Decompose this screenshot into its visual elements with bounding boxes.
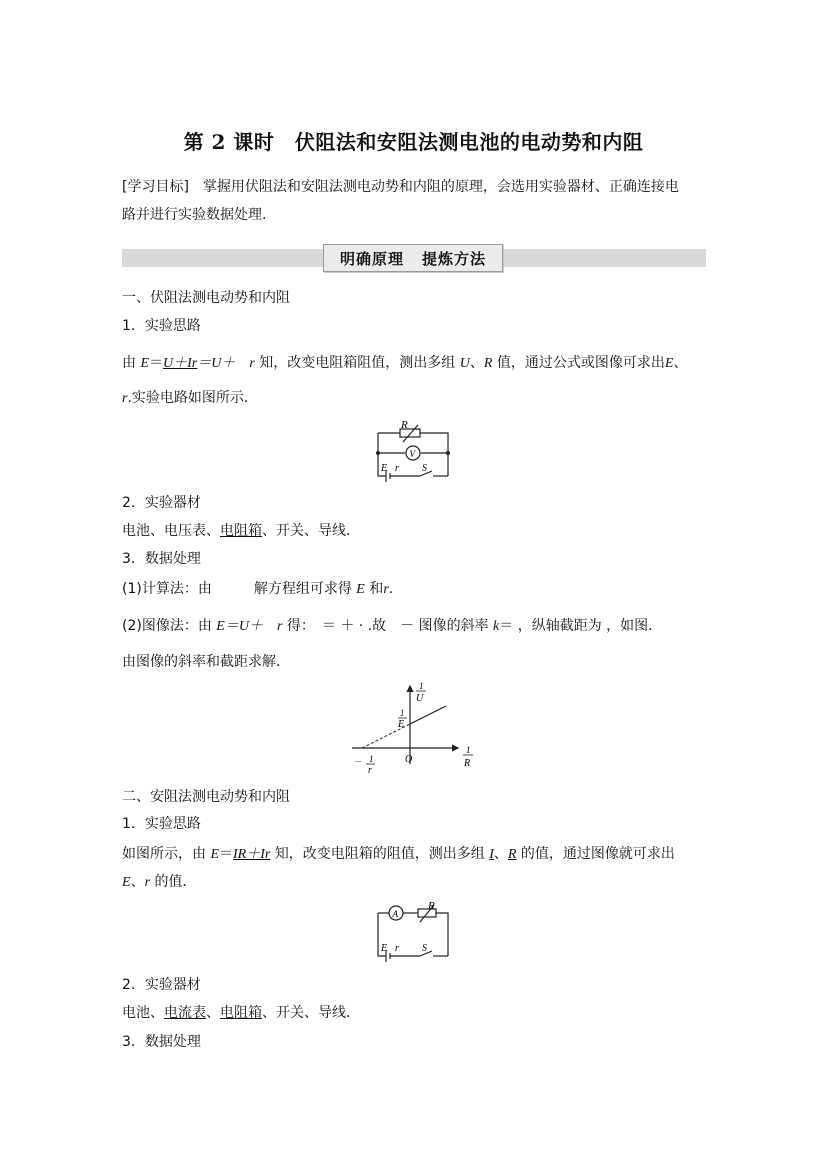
- label-E: E: [381, 463, 388, 474]
- y-label-num: 1: [419, 681, 424, 691]
- circuit-diagram-ammeter: [370, 900, 456, 964]
- var-r: r: [249, 356, 255, 371]
- section1-sub2-title: 2．实验器材: [122, 495, 201, 511]
- text: .: [388, 581, 394, 597]
- banner-left: 明确原理: [339, 249, 404, 268]
- text: 、: [206, 1005, 220, 1021]
- origin-label: O: [405, 754, 413, 765]
- section1-sub1-title: 1．实验思路: [122, 318, 201, 334]
- var-E: E: [216, 619, 225, 634]
- label-V: V: [409, 449, 415, 459]
- text: ＝ ，纵轴截距为 ，如图．: [499, 618, 663, 634]
- var-E: E: [664, 356, 674, 371]
- var-R: R: [507, 847, 517, 862]
- text: (2)图像法：由: [122, 618, 217, 634]
- learning-objective-line1: [122, 173, 679, 201]
- data-line: [410, 706, 446, 724]
- section2-sub2-title: 2．实验器材: [122, 977, 201, 993]
- section1-sub3-title: 3．数据处理: [122, 551, 201, 567]
- x-label-den: R: [464, 758, 471, 769]
- text: 、开关、导线．: [262, 1005, 360, 1021]
- var-r: r: [383, 582, 389, 597]
- neg-den: r: [368, 765, 372, 776]
- text: 得： ＝ ＋ · .故 － 图像的斜率: [282, 618, 494, 634]
- objective-label: [学习目标]: [122, 179, 189, 195]
- text: 的值，通过图像就可求出: [516, 846, 675, 862]
- intercept-num: 1: [400, 708, 405, 718]
- section1-graph-method: [122, 612, 662, 641]
- section1-equipment: [122, 517, 360, 545]
- text: 、: [493, 846, 508, 862]
- var-R: R: [483, 356, 493, 371]
- section2-principle-line1: [122, 840, 675, 869]
- text: 、: [469, 355, 484, 371]
- label-S: S: [422, 943, 427, 954]
- section2-heading: 二、安阻法测电动势和内阻: [122, 789, 290, 805]
- text: 电池、电压表、: [122, 523, 220, 539]
- text: .实验电路如图所示．: [127, 390, 258, 406]
- label-R: R: [428, 900, 435, 912]
- section1-principle-line2: [122, 384, 258, 413]
- text: 如图所示，由: [122, 846, 211, 862]
- circuit-diagram-voltmeter: [370, 418, 456, 484]
- text: 知，改变电阻箱的阻值，测出多组: [270, 846, 490, 862]
- text: ＝: [149, 355, 164, 371]
- var-E: E: [122, 875, 131, 890]
- var-E: E: [140, 356, 150, 371]
- text: 的值．: [150, 874, 197, 890]
- text: 、开关、导线．: [262, 523, 360, 539]
- section2-principle-line2: [122, 868, 196, 897]
- neg-num: 1: [369, 754, 374, 764]
- label-A: A: [392, 909, 398, 919]
- underlined-blank: 电流表: [164, 1005, 206, 1021]
- x-label-num: 1: [466, 745, 471, 755]
- var-U: U: [459, 356, 470, 371]
- var-k: k: [493, 619, 500, 634]
- section1-principle-line1: [122, 349, 687, 378]
- text: 由: [122, 355, 141, 371]
- label-r: r: [395, 943, 399, 954]
- neg-sign: －: [353, 757, 363, 767]
- label-R: R: [401, 419, 408, 431]
- text: 解方程组可求得: [253, 581, 357, 597]
- text: 、: [130, 874, 145, 890]
- learning-objective-line2: 路并进行实验数据处理．: [122, 207, 276, 223]
- formula-blank: U＋Ir: [163, 356, 198, 371]
- section2-sub3-title: 3．数据处理: [122, 1034, 201, 1050]
- section-banner: [323, 244, 503, 272]
- label-S: S: [422, 463, 427, 474]
- objective-text-1: 掌握用伏阻法和安阻法测电动势和内阻的原理，会选用实验器材、正确连接电: [188, 179, 679, 195]
- text: 知，改变电阻箱阻值，测出多组: [254, 355, 460, 371]
- formula-blank: IR＋Ir: [233, 847, 271, 862]
- text: (1)计算法：由: [122, 581, 212, 597]
- graph-inverse-u-vs-inverse-r: [350, 680, 480, 776]
- var-r: r: [144, 875, 151, 890]
- y-label-den: U: [416, 693, 424, 704]
- label-r: r: [395, 463, 399, 474]
- var-E: E: [210, 847, 220, 862]
- var-r: r: [276, 619, 283, 634]
- underlined-blank: 电阻箱: [220, 1005, 262, 1021]
- label-E: E: [381, 943, 388, 954]
- section1-graph-note: 由图像的斜率和截距求解．: [122, 654, 290, 670]
- underlined-blank: 电阻箱: [220, 523, 262, 539]
- text: 和: [364, 581, 384, 597]
- var-I: I: [489, 847, 494, 862]
- text: 、: [673, 355, 688, 371]
- page-title: 第 2 课时 伏阻法和安阻法测电池的电动势和内阻: [183, 130, 644, 154]
- section2-equipment: [122, 999, 360, 1027]
- intercept-den: E: [398, 719, 405, 730]
- text: ＝U＋: [197, 356, 236, 371]
- text: 电池、: [122, 1005, 164, 1021]
- text: ＝U＋: [224, 619, 263, 634]
- var-E: E: [356, 582, 365, 597]
- section2-sub1-title: 1．实验思路: [122, 816, 201, 832]
- section1-calc-method: [122, 575, 393, 604]
- banner-right: 提炼方法: [422, 249, 487, 268]
- var-r: r: [122, 391, 128, 406]
- text: ＝: [219, 846, 234, 862]
- section1-heading: 一、伏阻法测电动势和内阻: [122, 290, 290, 306]
- text: 值，通过公式或图像可求出: [492, 355, 665, 371]
